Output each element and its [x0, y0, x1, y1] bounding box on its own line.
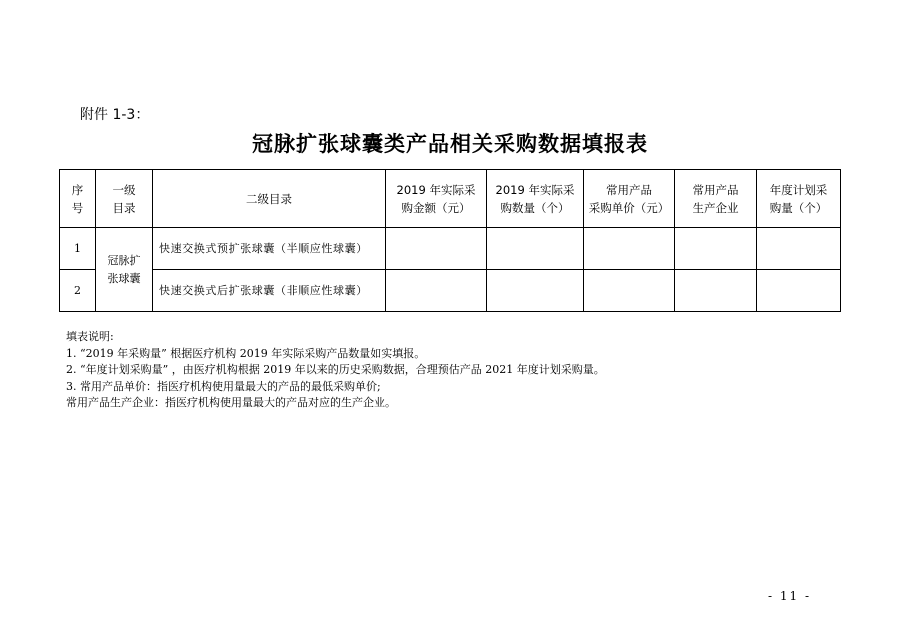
manufacturer-input-cell[interactable] — [675, 270, 757, 312]
amount-input-cell[interactable] — [386, 228, 487, 270]
notes-item: 2. “年度计划采购量” ，由医疗机构根据 2019 年以来的历史采购数据，合理预估产品 2021 年度计划采购量。 — [66, 363, 605, 376]
notes-heading: 填表说明: — [66, 330, 114, 343]
header-planned-quantity: 年度计划采 购量（个） — [757, 170, 841, 228]
notes-item: 1. “2019 年采购量” 根据医疗机构 2019 年实际采购产品数量如实填报。 — [66, 346, 426, 360]
table-header-row — [60, 170, 841, 228]
page-title: 冠脉扩张球囊类产品相关采购数据填报表 — [252, 131, 648, 156]
header-level2-catalog: 二级目录 — [153, 170, 386, 228]
table-row — [60, 228, 841, 270]
header-unit-price: 常用产品 采购单价（元） — [584, 170, 675, 228]
level1-catalog-cell: 冠脉扩 张球囊 — [96, 228, 153, 312]
table-row — [60, 270, 841, 312]
unit-price-input-cell[interactable] — [584, 270, 675, 312]
header-level1-catalog: 一级 目录 — [96, 170, 153, 228]
amount-input-cell[interactable] — [386, 270, 487, 312]
header-2019-quantity: 2019 年实际采 购数量（个） — [487, 170, 584, 228]
row-serial-number: 1 — [60, 228, 96, 270]
procurement-form-table — [59, 169, 841, 312]
page-number: - 11 - — [768, 589, 812, 603]
row-serial-number: 2 — [60, 270, 96, 312]
manufacturer-input-cell[interactable] — [675, 228, 757, 270]
attachment-label: 附件 1-3： — [80, 107, 150, 123]
unit-price-input-cell[interactable] — [584, 228, 675, 270]
planned-quantity-input-cell[interactable] — [757, 270, 841, 312]
notes-item: 常用产品生产企业：指医疗机构使用量最大的产品对应的生产企业。 — [66, 396, 396, 409]
filling-instructions — [66, 329, 605, 412]
planned-quantity-input-cell[interactable] — [757, 228, 841, 270]
header-manufacturer: 常用产品 生产企业 — [675, 170, 757, 228]
level2-catalog-cell: 快速交换式预扩张球囊（半顺应性球囊） — [153, 228, 386, 270]
quantity-input-cell[interactable] — [487, 270, 584, 312]
quantity-input-cell[interactable] — [487, 228, 584, 270]
header-2019-amount: 2019 年实际采 购金额（元） — [386, 170, 487, 228]
notes-item: 3. 常用产品单价：指医疗机构使用量最大的产品的最低采购单价; — [66, 379, 381, 393]
level2-catalog-cell: 快速交换式后扩张球囊（非顺应性球囊） — [153, 270, 386, 312]
header-serial-number: 序 号 — [60, 170, 96, 228]
